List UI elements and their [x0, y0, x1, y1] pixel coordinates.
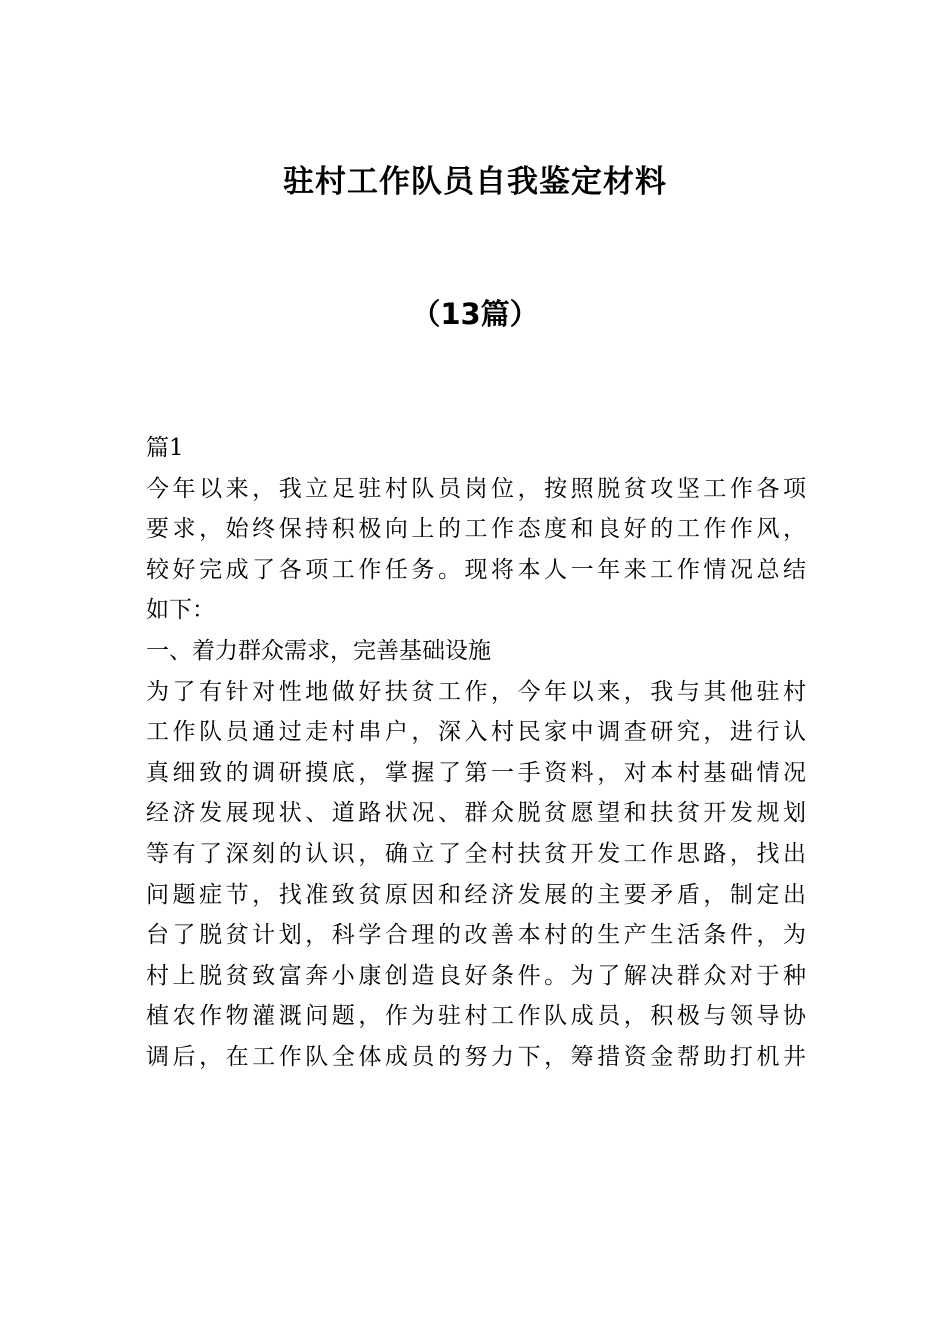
paragraph-line: 植农作物灌溉问题，作为驻村工作队成员，积极与领导协 — [146, 1003, 806, 1030]
paragraph-line: 要求，始终保持积极向上的工作态度和良好的工作作风， — [146, 516, 806, 543]
document-title: 驻村工作队员自我鉴定材料 — [283, 164, 667, 200]
document-body — [146, 428, 806, 1078]
paragraph-line: 经济发展现状、道路状况、群众脱贫愿望和扶贫开发规划 — [146, 800, 806, 827]
document-subtitle: （13篇） — [411, 297, 539, 331]
paragraph-line: 村上脱贫致富奔小康创造良好条件。为了解决群众对于种 — [146, 962, 806, 989]
paragraph-line: 为了有针对性地做好扶贫工作，今年以来，我与其他驻村 — [146, 678, 806, 705]
paragraph-line: 工作队员通过走村串户，深入村民家中调查研究，进行认 — [146, 719, 806, 746]
paragraph-line: 问题症节，找准致贫原因和经济发展的主要矛盾，制定出 — [146, 881, 806, 908]
paragraph-1 — [146, 469, 806, 631]
paragraph-line: 台了脱贫计划，科学合理的改善本村的生产生活条件，为 — [146, 922, 806, 949]
paragraph-line: 如下： — [146, 597, 215, 624]
paragraph-line: 今年以来，我立足驻村队员岗位，按照脱贫攻坚工作各项 — [146, 475, 806, 502]
section-label: 篇1 — [146, 435, 184, 461]
paragraph-line: 等有了深刻的认识，确立了全村扶贫开发工作思路，找出 — [146, 840, 806, 867]
section-heading: 一、着力群众需求，完善基础设施 — [146, 637, 491, 664]
paragraph-line: 调后，在工作队全体成员的努力下，筹措资金帮助打机井 — [146, 1043, 806, 1070]
paragraph-line: 真细致的调研摸底，掌握了第一手资料，对本村基础情况 — [146, 759, 806, 786]
paragraph-2 — [146, 672, 806, 1078]
paragraph-line: 较好完成了各项工作任务。现将本人一年来工作情况总结 — [146, 556, 806, 583]
